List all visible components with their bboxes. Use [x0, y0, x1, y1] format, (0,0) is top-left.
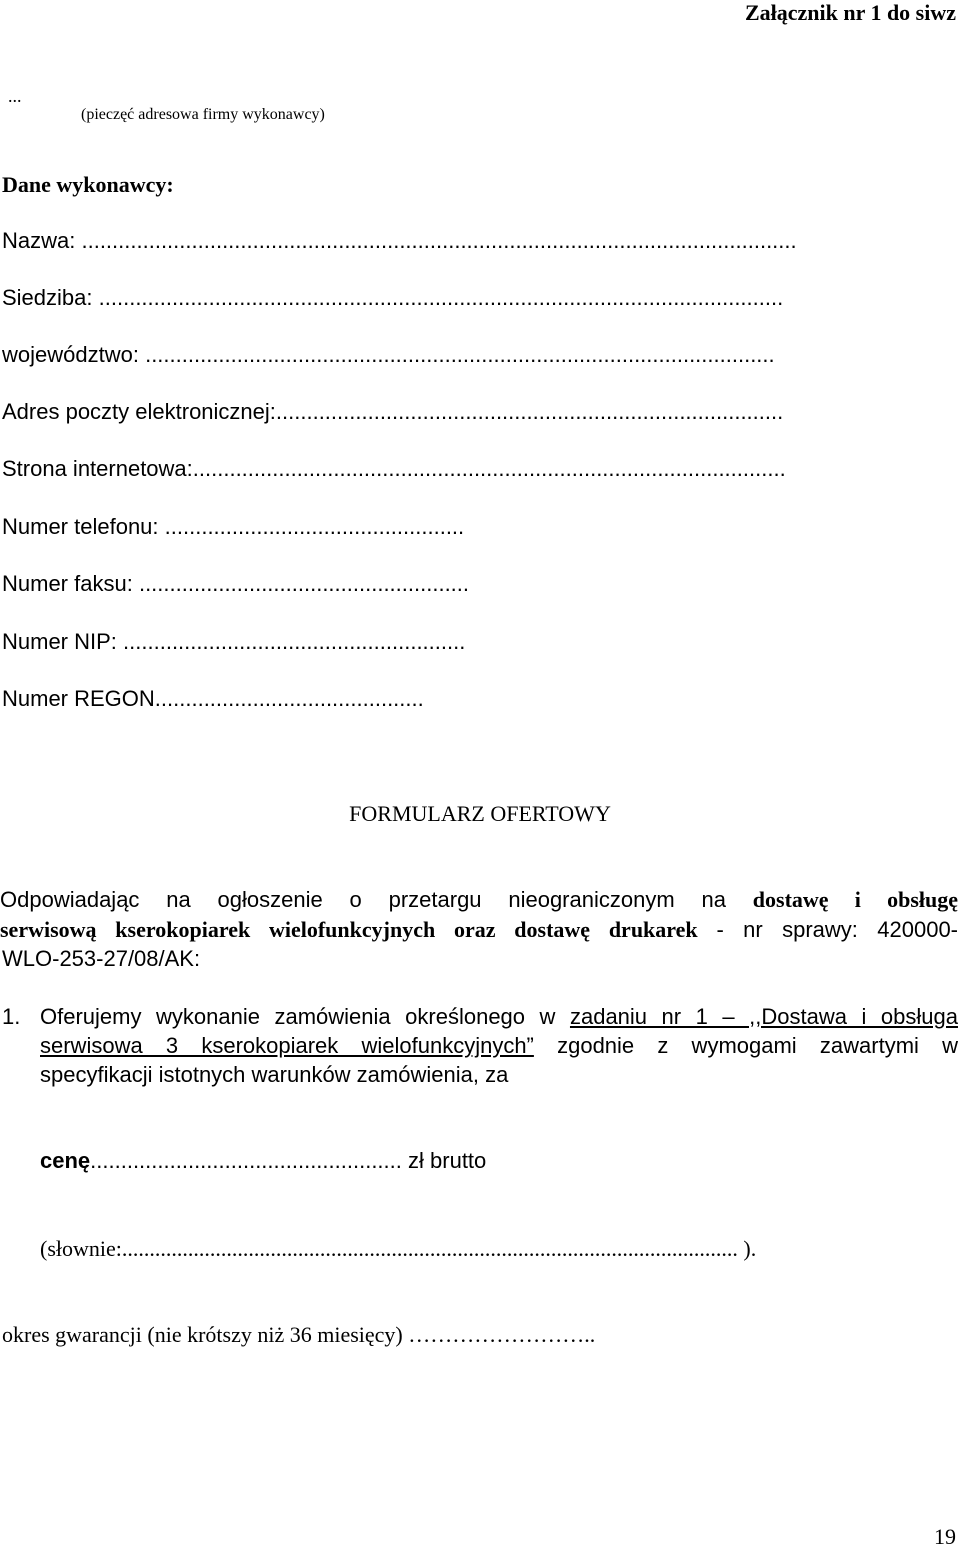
field-label: Nazwa:: [2, 228, 76, 253]
item-text: zgodnie z wymogami zawartymi w: [557, 1033, 958, 1058]
field-dots: .................................................: [164, 514, 465, 539]
intro-line-3: WLO-253-27/08/AK:: [2, 946, 201, 971]
field-dots: ...................................................................................: [275, 399, 784, 424]
field-label: Adres poczty elektronicznej:: [2, 399, 276, 424]
intro-line-2: [0, 917, 958, 943]
field-seat: [2, 285, 783, 311]
item-line-1: [40, 1004, 958, 1030]
intro-bold-text: dostawę i obsługę: [752, 887, 958, 912]
field-name: [2, 228, 797, 254]
field-dots: .................................................................................................: [192, 456, 786, 481]
field-dots: ............................................: [154, 686, 424, 711]
contractor-heading: Dane wykonawcy:: [2, 172, 174, 197]
item-text: Oferujemy wykonanie zamówienia określonego w: [40, 1004, 556, 1029]
item-line-2: [40, 1033, 958, 1059]
field-label: Strona internetowa:: [2, 456, 193, 481]
field-label: województwo:: [2, 342, 139, 367]
field-dots: ......................................................: [138, 571, 470, 596]
item-line-3: specyfikacji istotnych warunków zamówienia, za: [40, 1062, 509, 1087]
field-label: Numer faksu:: [2, 571, 133, 596]
field-dots: ........................................................: [123, 629, 466, 654]
attachment-label: Załącznik nr 1 do siwz: [744, 0, 956, 25]
intro-bold-text: serwisową kserokopiarek wielofunkcyjnych oraz dostawę drukarek: [0, 917, 698, 942]
intro-case-number: - nr sprawy: 420000-: [716, 917, 959, 942]
field-label: Numer telefonu:: [2, 514, 159, 539]
field-label: Numer REGON: [2, 686, 155, 711]
words-line: [40, 1236, 756, 1262]
intro-line-1: [0, 887, 958, 913]
price-label: cenę: [40, 1148, 91, 1173]
intro-text: Odpowiadając na ogłoszenie o przetargu nieograniczonym na: [0, 887, 726, 912]
page-number: 19: [934, 1524, 956, 1549]
item-task-underlined: serwisowa 3 kserokopiarek wielofunkcyjnych”: [40, 1033, 534, 1058]
price-suffix: zł brutto: [408, 1148, 487, 1173]
field-email: [2, 399, 783, 425]
field-dots: .......................................................................................................: [145, 342, 775, 367]
stamp-caption: (pieczęć adresowa firmy wykonawcy): [81, 106, 325, 123]
field-voivodeship: [2, 342, 775, 368]
item-task-underlined: zadaniu nr 1 – ,,Dostawa i obsługa: [569, 1004, 958, 1029]
field-dots: ................................................................................................................: [98, 285, 784, 310]
words-suffix: ).: [743, 1236, 757, 1261]
form-title: FORMULARZ OFERTOWY: [349, 801, 611, 826]
field-regon: [2, 686, 424, 712]
words-dots: ................................................................................................................: [121, 1236, 738, 1261]
price-dots: ...................................................: [90, 1148, 402, 1173]
item-number: 1.: [2, 1004, 21, 1029]
field-phone: [2, 514, 464, 540]
field-label: Siedziba:: [2, 285, 93, 310]
stamp-dots: ...: [8, 86, 22, 106]
field-label: Numer NIP:: [2, 629, 117, 654]
warranty-line: okres gwarancji (nie krótszy niż 36 miesięcy) ……………………..: [2, 1322, 596, 1347]
price-line: [40, 1148, 486, 1174]
field-website: [2, 456, 786, 482]
words-label: (słownie:: [40, 1236, 122, 1261]
field-fax: [2, 571, 469, 597]
field-dots: .....................................................................................................................: [81, 228, 797, 253]
field-nip: [2, 629, 465, 655]
